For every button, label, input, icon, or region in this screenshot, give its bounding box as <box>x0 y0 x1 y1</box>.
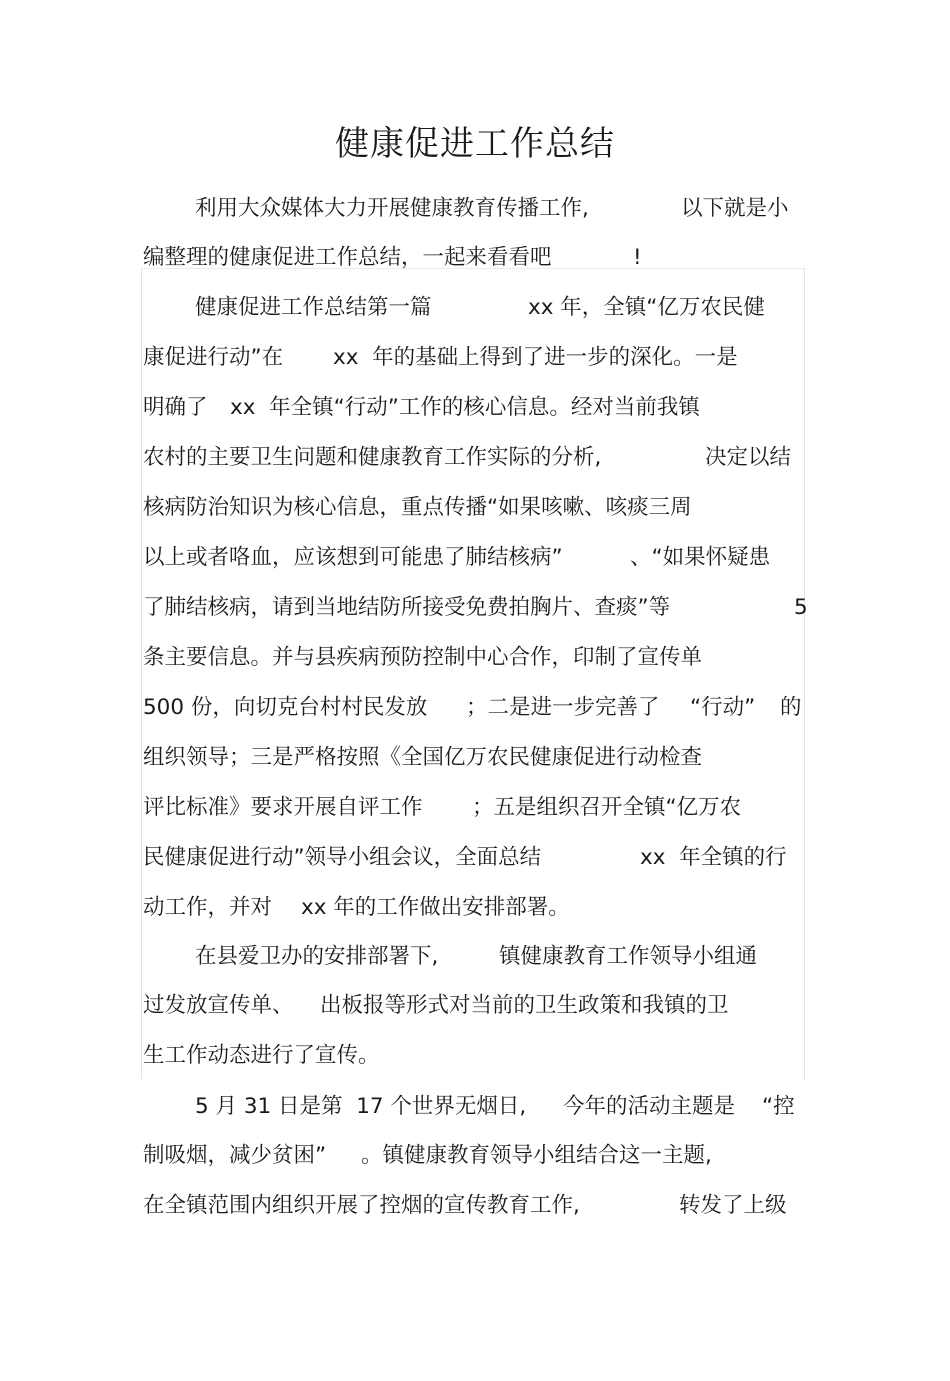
text-segment: 500 份，向切克台村村民发放 <box>143 695 428 720</box>
text-segment: 镇健康教育工作领导小组通 <box>499 944 758 969</box>
text-segment: 组织领导；三是严格按照《全国亿万农民健康促进行动检查 <box>143 745 703 770</box>
paragraph-line <box>143 733 808 783</box>
text-segment: ! <box>633 245 642 270</box>
text-segment: ；五是组织召开全镇“亿万农 <box>472 795 742 820</box>
text-segment: 评比标准》要求开展自评工作 <box>143 795 423 820</box>
text-segment: 条主要信息。并与县疾病预防控制中心合作，印制了宣传单 <box>143 645 703 670</box>
text-segment: 的 <box>780 695 802 720</box>
paragraph-line <box>143 433 808 483</box>
text-segment: 5 月 31 日是第 17 个世界无烟日, <box>195 1094 527 1119</box>
paragraph-line <box>195 1082 808 1132</box>
text-segment: 今年的活动主题是 <box>563 1094 736 1119</box>
paragraph-line <box>143 883 808 933</box>
text-segment: xx 年的基础上得到了进一步的深化。一是 <box>333 345 738 370</box>
text-segment: 5 <box>794 595 808 620</box>
text-segment: 制吸烟，减少贫困” <box>143 1143 327 1168</box>
paragraph-line <box>143 683 808 733</box>
paragraph-line <box>195 184 808 234</box>
text-segment: 转发了上级 <box>679 1193 787 1218</box>
text-segment: 决定以结 <box>705 445 792 470</box>
text-segment: 健康促进工作总结第一篇 <box>195 295 432 320</box>
paragraph-line <box>143 1031 808 1081</box>
text-segment: 民健康促进行动”领导小组会议，全面总结 <box>143 845 542 870</box>
text-segment: “行动” <box>690 695 756 720</box>
text-segment: 。镇健康教育领导小组结合这一主题, <box>361 1143 712 1168</box>
paragraph-line <box>143 1131 808 1181</box>
text-segment: 生工作动态进行了宣传。 <box>143 1043 380 1068</box>
text-segment: 明确了 <box>143 395 208 420</box>
paragraph-line <box>143 383 808 433</box>
paragraph-line <box>195 932 808 982</box>
paragraph-line <box>143 533 808 583</box>
paragraph-line <box>143 483 808 533</box>
text-segment: 在全镇范围内组织开展了控烟的宣传教育工作, <box>143 1193 580 1218</box>
text-segment: 出板报等形式对当前的卫生政策和我镇的卫 <box>320 993 729 1018</box>
paragraph-line <box>143 633 808 683</box>
paragraph-line <box>143 833 808 883</box>
paragraph-line <box>143 783 808 833</box>
text-segment: ；二是进一步完善了 <box>466 695 660 720</box>
text-segment: 康促进行动”在 <box>143 345 284 370</box>
text-segment: 、“如果怀疑患 <box>630 545 771 570</box>
text-segment: xx 年，全镇“亿万农民健 <box>528 295 765 320</box>
text-segment: 核病防治知识为核心信息，重点传播“如果咳嗽、咳痰三周 <box>143 495 692 520</box>
text-segment: xx 年全镇的行 <box>640 845 787 870</box>
text-segment: “控 <box>762 1094 795 1119</box>
text-segment: 过发放宣传单、 <box>143 993 294 1018</box>
paragraph-line <box>143 981 808 1031</box>
text-segment: 农村的主要卫生问题和健康教育工作实际的分析, <box>143 445 602 470</box>
text-segment: 利用大众媒体大力开展健康教育传播工作, <box>195 196 589 221</box>
text-segment: xx 年全镇“行动”工作的核心信息。经对当前我镇 <box>230 395 700 420</box>
document-title: 健康促进工作总结 <box>335 124 615 164</box>
paragraph-line <box>143 583 808 633</box>
text-segment: xx 年的工作做出安排部署。 <box>301 895 570 920</box>
text-segment: 动工作，并对 <box>143 895 273 920</box>
paragraph-line <box>143 233 808 283</box>
text-segment: 以上或者咯血，应该想到可能患了肺结核病” <box>143 545 563 570</box>
paragraph-line <box>195 283 808 333</box>
paragraph-line <box>143 333 808 383</box>
text-segment: 在县爱卫办的安排部署下, <box>195 944 439 969</box>
text-segment: 了肺结核病，请到当地结防所接受免费拍胸片、查痰”等 <box>143 595 671 620</box>
text-segment: 以下就是小 <box>681 196 789 221</box>
text-segment: 编整理的健康促进工作总结，一起来看看吧 <box>143 245 552 270</box>
paragraph-line <box>143 1181 808 1231</box>
